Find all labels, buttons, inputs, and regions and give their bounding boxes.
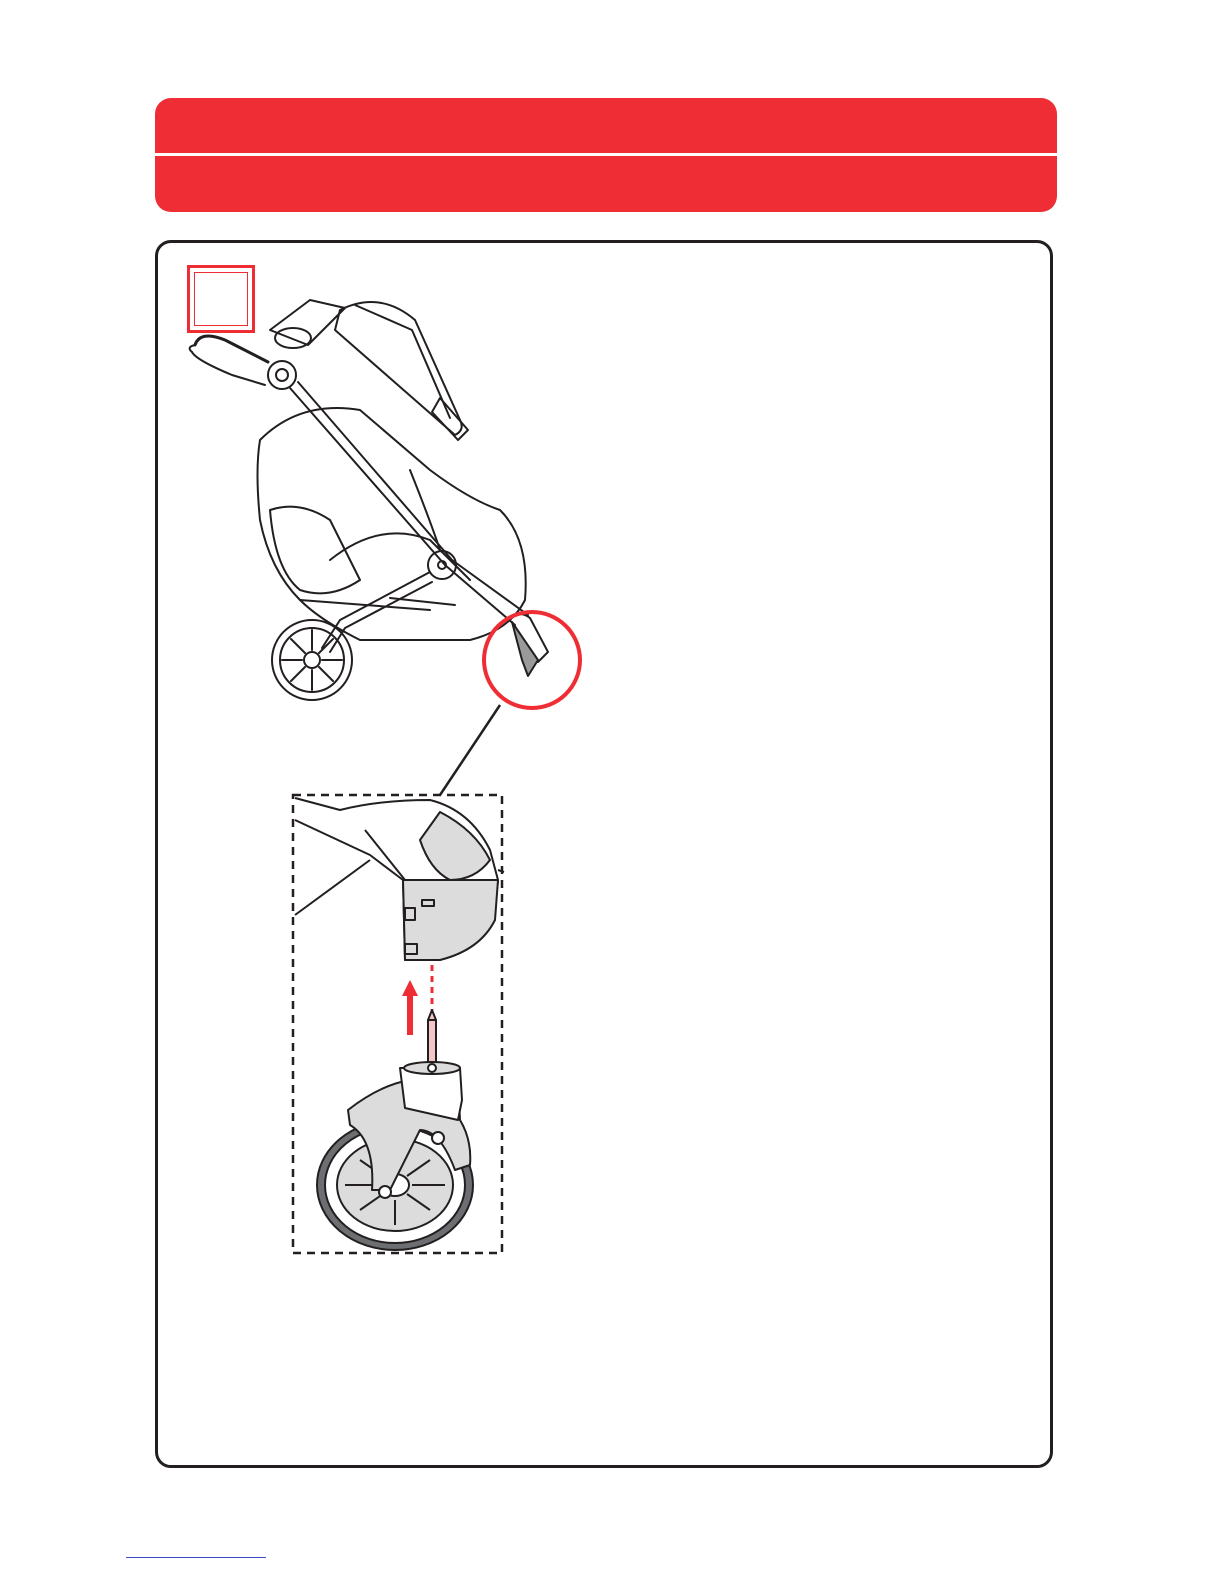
- frame-end-detail: [295, 798, 504, 960]
- callout-connector-line: [440, 705, 500, 795]
- stroller-illustration-icon: [190, 300, 548, 700]
- footer-rule: [126, 1557, 266, 1558]
- header-divider: [155, 153, 1057, 156]
- assembly-illustration: [180, 280, 600, 1270]
- up-arrow-icon: [402, 980, 418, 1035]
- front-wheel-assembly-icon: [317, 1010, 473, 1250]
- header-banner: [155, 98, 1057, 212]
